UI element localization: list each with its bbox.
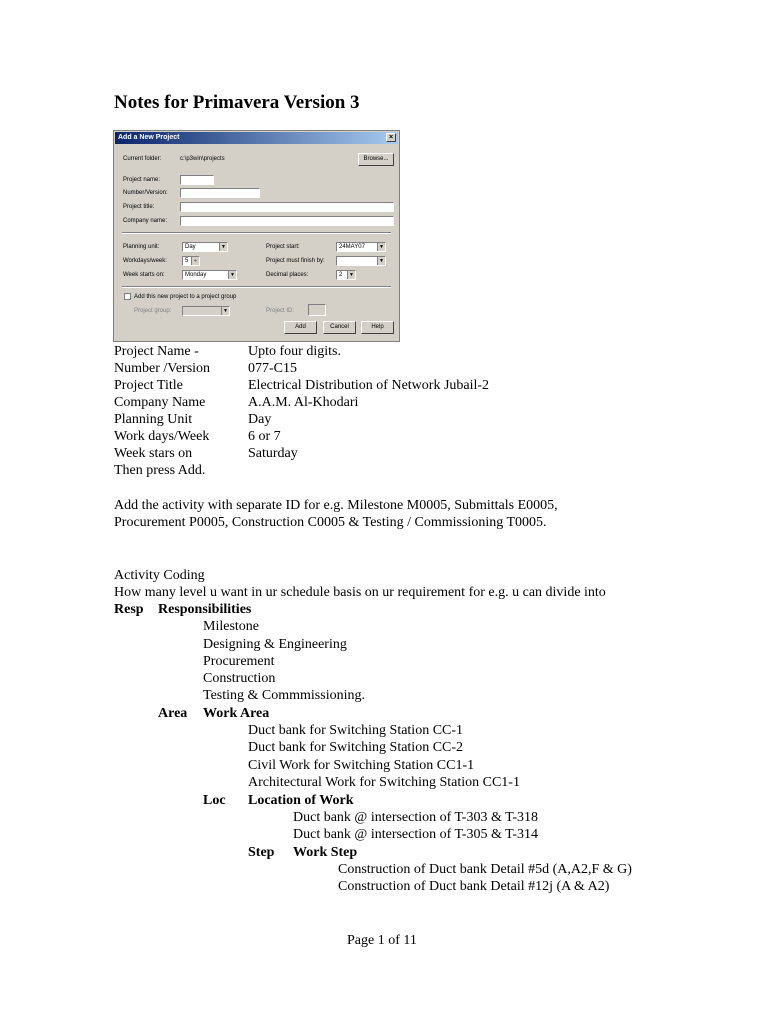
decimal-places-label: Decimal places: [266,272,309,278]
project-id-label: Project ID: [266,308,295,314]
workdays-stepper[interactable] [182,256,200,266]
week-starts-label: Week starts on: [123,272,165,278]
code-resp-name: Responsibilities [158,602,252,617]
dialog-titlebar [115,132,398,144]
planning-unit-value: Day [185,244,196,250]
must-finish-label: Project must finish by: [266,258,325,264]
project-start-value: 24MAY07 [339,244,365,250]
list-item: Architectural Work for Switching Station CC1-1 [248,775,520,790]
chevron-down-icon[interactable]: ▼ [377,257,385,265]
company-name-label: Company name: [123,218,168,224]
add-to-group-checkbox[interactable] [124,293,131,300]
paragraph-line: Add the activity with separate ID for e.g. Milestone M0005, Submittals E0005, [114,498,558,513]
current-folder-label: Current folder: [123,156,162,162]
coding-heading: Activity Coding [114,568,205,583]
code-step: Step [248,845,275,860]
field-label: Project Name - [114,344,199,359]
workdays-value: 5 [185,258,189,264]
list-item: Milestone [203,619,259,634]
field-label: Number /Version [114,361,211,376]
planning-unit-select[interactable] [182,242,228,252]
code-area: Area [158,706,188,721]
field-value: 077-C15 [248,361,297,376]
field-value: A.A.M. Al-Khodari [248,395,359,410]
help-button[interactable]: Help [361,321,394,334]
close-icon[interactable]: × [386,133,396,142]
list-item: Duct bank for Switching Station CC-2 [248,740,464,755]
field-value: Upto four digits. [248,344,341,359]
week-starts-select[interactable] [182,270,237,280]
project-start-select[interactable] [336,242,386,252]
coding-intro: How many level u want in ur schedule basis on ur requirement for e.g. u can divide into [114,585,606,600]
chevron-down-icon[interactable]: ▼ [221,307,229,315]
code-area-name: Work Area [203,706,270,721]
field-value: 6 or 7 [248,429,281,444]
chevron-down-icon[interactable]: ▼ [347,271,355,279]
must-finish-select[interactable] [336,256,386,266]
number-version-input[interactable] [180,188,260,198]
project-title-label: Project title: [123,204,155,210]
list-item: Construction of Duct bank Detail #5d (A,A2,F & G) [338,862,632,877]
field-label: Then press Add. [114,463,206,478]
planning-unit-label: Planning unit: [123,244,160,250]
code-step-name: Work Step [293,845,358,860]
list-item: Testing & Commmissioning. [203,688,365,703]
company-name-input[interactable] [180,216,394,226]
field-value: Day [248,412,272,427]
list-item: Procurement [203,654,275,669]
dialog-separator [122,232,391,234]
code-loc-name: Location of Work [248,793,354,808]
chevron-down-icon[interactable]: ▼ [228,271,236,279]
add-to-group-label: Add this new project to a project group [134,294,237,300]
workdays-label: Workdays/week: [123,258,167,264]
project-id-input[interactable] [308,304,326,316]
decimal-places-value: 2 [339,272,343,278]
document-title: Notes for Primavera Version 3 [114,92,360,113]
field-value: Saturday [248,446,298,461]
add-button[interactable]: Add [284,321,317,334]
spinner-icon[interactable]: ÷ [191,257,199,265]
week-starts-value: Monday [185,272,207,278]
chevron-down-icon[interactable]: ▼ [219,243,227,251]
number-version-label: Number/Version: [123,190,168,196]
project-title-input[interactable] [180,202,394,212]
browse-button[interactable]: Browse... [358,153,394,166]
list-item: Duct bank for Switching Station CC-1 [248,723,464,738]
page-number: Page 1 of 11 [347,933,417,948]
code-loc: Loc [203,793,226,808]
list-item: Duct bank @ intersection of T-305 & T-314 [293,827,539,842]
project-group-label: Project group: [134,308,172,314]
cancel-button[interactable]: Cancel [323,321,356,334]
decimal-places-select[interactable] [336,270,356,280]
add-project-dialog [113,130,400,342]
field-label: Company Name [114,395,206,410]
project-name-label: Project name: [123,177,161,183]
code-resp: Resp [114,602,144,617]
field-label: Work days/Week [114,429,210,444]
field-label: Project Title [114,378,183,393]
field-label: Planning Unit [114,412,193,427]
project-start-label: Project start: [266,244,300,250]
field-value: Electrical Distribution of Network Jubail-2 [248,378,490,393]
list-item: Civil Work for Switching Station CC1-1 [248,758,475,773]
dialog-title: Add a New Project [118,134,180,141]
paragraph-line: Procurement P0005, Construction C0005 & Testing / Commissioning T0005. [114,515,547,530]
current-folder-value: c:\p3win\projects [180,156,225,162]
list-item: Construction of Duct bank Detail #12j (A & A2) [338,879,610,894]
dialog-separator [122,286,391,288]
list-item: Duct bank @ intersection of T-303 & T-318 [293,810,539,825]
project-name-input[interactable] [180,175,214,185]
list-item: Designing & Engineering [203,637,347,652]
field-label: Week stars on [114,446,193,461]
list-item: Construction [203,671,276,686]
project-group-select[interactable] [182,306,230,316]
chevron-down-icon[interactable]: ▼ [377,243,385,251]
